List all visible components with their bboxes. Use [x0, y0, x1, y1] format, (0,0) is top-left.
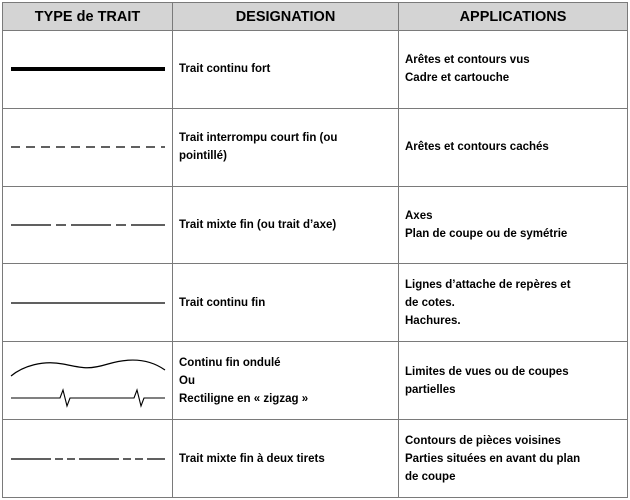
line-sample-dash-dot	[3, 186, 173, 264]
thin-line-graphic	[8, 293, 168, 313]
applications-cell	[399, 420, 628, 498]
line-sample-dash-double-dot	[3, 420, 173, 498]
dashed-line-graphic	[8, 137, 168, 157]
table-row	[3, 264, 628, 342]
table-row	[3, 31, 628, 109]
line-sample-continuous-thick	[3, 31, 173, 109]
designation-text: Trait interrompu court fin (ou	[179, 132, 338, 145]
designation-cell	[173, 420, 399, 498]
application-text: Arêtes et contours cachés	[405, 141, 549, 154]
designation-cell	[173, 186, 399, 264]
applications-cell	[399, 186, 628, 264]
designation-text: Trait continu fin	[179, 296, 266, 309]
header-applications: APPLICATIONS	[399, 3, 628, 31]
application-text: de coupe	[405, 470, 456, 483]
line-types-table	[2, 2, 628, 498]
header-type: TYPE de TRAIT	[3, 3, 173, 31]
applications-cell	[399, 264, 628, 342]
wavy-zigzag-graphic	[8, 350, 168, 412]
designation-text: Trait mixte fin à deux tirets	[179, 452, 325, 465]
table-row	[3, 108, 628, 186]
table-row	[3, 420, 628, 498]
thick-line-graphic	[8, 59, 168, 79]
header-designation: DESIGNATION	[173, 3, 399, 31]
table-header-row	[3, 3, 628, 31]
application-text: Limites de vues ou de coupes	[405, 365, 569, 378]
designation-text: Trait continu fort	[179, 63, 271, 76]
application-text: de cotes.	[405, 296, 455, 309]
designation-text: Ou	[179, 374, 195, 387]
designation-text: Rectiligne en « zigzag »	[179, 392, 309, 405]
designation-cell	[173, 264, 399, 342]
designation-cell	[173, 108, 399, 186]
application-text: Arêtes et contours vus	[405, 54, 530, 67]
dash-dot-line-graphic	[8, 215, 168, 235]
designation-cell	[173, 31, 399, 109]
applications-cell	[399, 108, 628, 186]
dash-double-dot-line-graphic	[8, 449, 168, 469]
application-text: Contours de pièces voisines	[405, 434, 561, 447]
line-sample-continuous-thin	[3, 264, 173, 342]
designation-text: pointillé)	[179, 150, 227, 163]
application-text: Cadre et cartouche	[405, 72, 510, 85]
application-text: Hachures.	[405, 314, 461, 327]
application-text: Axes	[405, 210, 433, 223]
table-row	[3, 186, 628, 264]
line-sample-wavy-zigzag	[3, 342, 173, 420]
applications-cell	[399, 342, 628, 420]
application-text: partielles	[405, 383, 456, 396]
applications-cell	[399, 31, 628, 109]
designation-text: Trait mixte fin (ou trait d’axe)	[179, 219, 337, 232]
table-row	[3, 342, 628, 420]
application-text: Plan de coupe ou de symétrie	[405, 228, 568, 241]
application-text: Parties situées en avant du plan	[405, 452, 581, 465]
application-text: Lignes d’attache de repères et	[405, 278, 571, 291]
designation-text: Continu fin ondulé	[179, 356, 281, 369]
line-sample-dashed	[3, 108, 173, 186]
designation-cell	[173, 342, 399, 420]
